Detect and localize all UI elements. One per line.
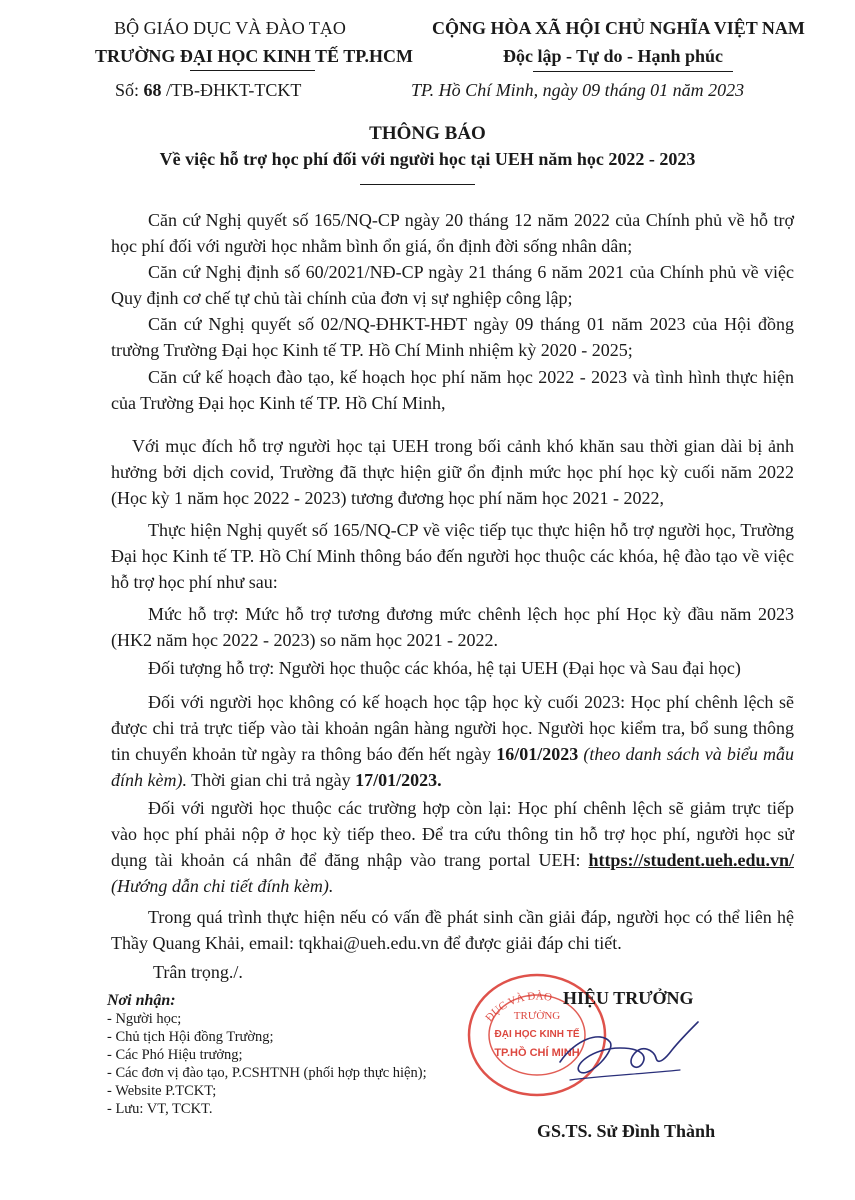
p9-attachment-note: (theo danh sách và biểu mẫu đính kèm). (111, 744, 794, 790)
document-subtitle: Về việc hỗ trợ học phí đối với người học tại UEH năm học 2022 - 2023 (159, 149, 696, 169)
motto-underline (533, 71, 733, 72)
closing-greeting: Trân trọng./. (153, 962, 243, 982)
paragraph-7: Mức hỗ trợ: Mức hỗ trợ tương đương mức chênh lệch học phí Học kỳ đầu năm 2023 (HK2 năm học 2022 - 2023) so năm học 2021 - 2022. (111, 604, 794, 650)
paragraph-3: Căn cứ Nghị quyết số 02/NQ-ĐHKT-HĐT ngày 09 tháng 01 năm 2023 của Hội đồng trường Trường Đại học Kinh tế TP. Hồ Chí Minh nhiệm kỳ 2020 - 2025; (111, 314, 794, 360)
payment-date: 17/01/2023. (355, 770, 442, 790)
document-title: THÔNG BÁO (369, 123, 486, 144)
paragraph-6: Thực hiện Nghị quyết số 165/NQ-CP về việc tiếp tục thực hiện hỗ trợ người học, Trường Đại học Kinh tế TP. Hồ Chí Minh thông báo đến người học thuộc các khóa, hệ đào tạo về việc hỗ trợ học phí như sau: (111, 520, 794, 592)
paragraph-1: Căn cứ Nghị quyết số 165/NQ-CP ngày 20 tháng 12 năm 2022 của Chính phủ về hỗ trợ học phí đối với người học nhằm bình ổn giá, ổn định đời sống nhân dân; (111, 210, 794, 256)
seal-line-3: TP.HỒ CHÍ MINH (494, 1047, 580, 1059)
list-item: - Các Phó Hiệu trưởng; (107, 1047, 243, 1063)
p9-payment-text: Thời gian chi trả ngày (186, 770, 356, 790)
paragraph-11: Trong quá trình thực hiện nếu có vấn đề phát sinh cần giải đáp, người học có thể liên hệ Thầy Quang Khải, email: tqkhai@ueh.edu.vn để được giải đáp chi tiết. (111, 907, 794, 953)
handwritten-signature (530, 1000, 700, 1095)
paragraph-5: Với mục đích hỗ trợ người học tại UEH trong bối cảnh khó khăn sau thời gian dài bị ảnh hưởng bởi dịch covid, Trường đã thực hiện giữ ổn định mức học phí học kỳ cuối năm 2022 (Học kỳ 1 năm học 2022 - 2023) tương đương học phí năm học 2021 - 2022, (111, 436, 794, 508)
motto: Độc lập - Tự do - Hạnh phúc (502, 46, 724, 66)
p10-guide-note: (Hướng dẫn chi tiết đính kèm). (111, 876, 334, 896)
doc-number-prefix: Số: (115, 80, 144, 100)
school-name: TRƯỜNG ĐẠI HỌC KINH TẾ TP.HCM (95, 46, 414, 66)
list-item: - Người học; (107, 1011, 182, 1027)
paragraph-9 (111, 689, 794, 793)
paragraph-10 (111, 795, 794, 899)
doc-number-value: 68 (143, 80, 162, 100)
p9-text: Đối với người học không có kế hoạch học tập học kỳ cuối 2023: Học phí chênh lệch sẽ được chi trả trực tiếp vào tài khoản ngân hàng người học. Người học kiểm tra, bổ sung thông tin chuyển khoản từ ngày ra thông báo đến hết ngày (111, 692, 794, 764)
signer-name: GS.TS. Sử Đình Thành (537, 1121, 716, 1141)
doc-number-suffix: /TB-ĐHKT-TCKT (161, 80, 302, 100)
place-date: TP. Hồ Chí Minh, ngày 09 tháng 01 năm 2023 (411, 80, 745, 100)
paragraph-2: Căn cứ Nghị định số 60/2021/NĐ-CP ngày 21 tháng 6 năm 2021 của Chính phủ về việc Quy định cơ chế tự chủ tài chính của đơn vị sự nghiệp công lập; (111, 262, 794, 308)
deadline-date: 16/01/2023 (496, 744, 579, 764)
recipients-list (107, 1010, 427, 1118)
seal-line-1: TRƯỜNG (513, 1010, 561, 1022)
list-item: - Chủ tịch Hội đồng Trường; (107, 1029, 274, 1045)
paragraph-8: Đối tượng hỗ trợ: Người học thuộc các khóa, hệ tại UEH (Đại học và Sau đại học) (148, 658, 741, 678)
list-item: - Lưu: VT, TCKT. (107, 1101, 213, 1117)
seal-line-2: ĐẠI HỌC KINH TẾ (494, 1029, 580, 1040)
p10-text: Đối với người học thuộc các trường hợp còn lại: Học phí chênh lệch sẽ giảm trực tiếp vào học phí phải nộp ở học kỳ tiếp theo. Để tra cứu thông tin hỗ trợ học phí, người học sử dụng tài khoản cá nhân để đăng nhập vào trang portal UEH: (111, 798, 794, 870)
student-portal-link[interactable]: https://student.ueh.edu.vn/ (588, 850, 794, 870)
recipients-title: Nơi nhận: (107, 992, 176, 1009)
list-item: - Website P.TCKT; (107, 1083, 217, 1099)
title-divider (360, 184, 475, 185)
ministry-name: BỘ GIÁO DỤC VÀ ĐÀO TẠO (114, 18, 346, 38)
document-number (115, 80, 301, 101)
seal-arc-text: ĐỤC VÀ ĐÀO (483, 990, 553, 1025)
list-item: - Các đơn vị đào tạo, P.CSHTNH (phối hợp thực hiện); (107, 1065, 427, 1081)
paragraph-4: Căn cứ kế hoạch đào tạo, kế hoạch học phí năm học 2022 - 2023 và tình hình thực hiện của Trường Đại học Kinh tế TP. Hồ Chí Minh, (111, 367, 794, 413)
nation-title: CỘNG HÒA XÃ HỘI CHỦ NGHĨA VIỆT NAM (432, 18, 805, 38)
school-underline (190, 70, 315, 71)
recipients-block (107, 992, 427, 1118)
signer-position: HIỆU TRƯỞNG (563, 988, 694, 1008)
